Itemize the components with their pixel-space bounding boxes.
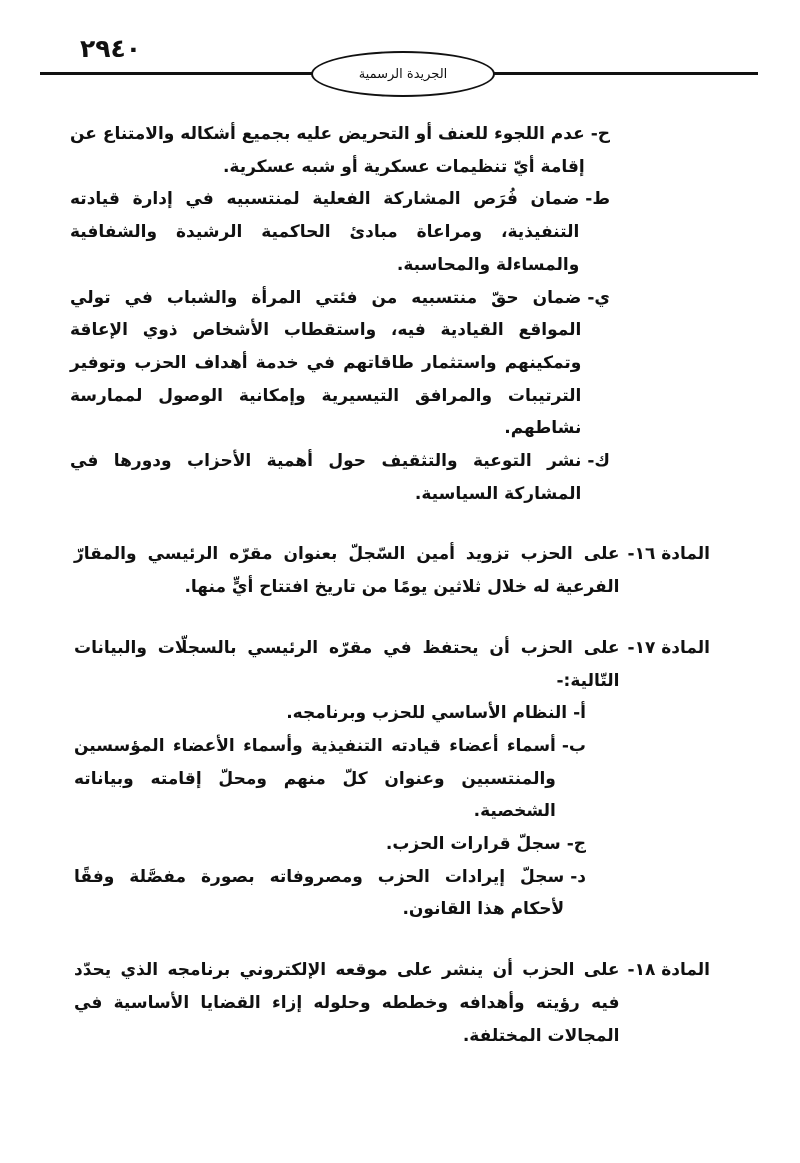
list-item bbox=[74, 697, 586, 730]
item-text: نشر التوعية والتثقيف حول أهمية الأحزاب ودورها في المشاركة السياسية. bbox=[70, 451, 582, 504]
item-text: سجلّ إيرادات الحزب ومصروفاته بصورة مفصَّلة وفقًا لأحكام هذا القانون. bbox=[74, 866, 565, 920]
item-text: سجلّ قرارات الحزب. bbox=[385, 834, 561, 855]
item-letter: أ- bbox=[573, 703, 586, 724]
item-letter: ح- bbox=[590, 124, 610, 144]
items-list-top bbox=[70, 118, 610, 510]
list-item bbox=[70, 445, 610, 510]
item-letter: ج- bbox=[566, 834, 586, 855]
article-label: المادة ١٦- bbox=[627, 544, 710, 565]
article-text: على الحزب أن ينشر على موقعه الإلكتروني برنامجه الذي يحدّد فيه رؤيته وأهدافه وخططه وحلوله إزاء القضايا الأساسية في المجالات المختلفة. bbox=[74, 960, 620, 1046]
item-letter: ط- bbox=[585, 189, 610, 210]
list-item bbox=[74, 861, 586, 926]
item-letter: ب- bbox=[561, 735, 586, 756]
article-text: على الحزب تزويد أمين السّجلّ بعنوان مقرّه الرئيسي والمقارّ الفرعية له خلال ثلاثين يومًا من تاريخ افتتاح أيٍّ منها. bbox=[74, 544, 620, 598]
article-18 bbox=[74, 954, 710, 1052]
header-title: الجريدة الرسمية bbox=[358, 66, 448, 82]
item-letter: ي- bbox=[587, 287, 610, 308]
item-text: أسماء أعضاء قيادته التنفيذية وأسماء الأعضاء المؤسسين والمنتسبين وعنوان كلّ منهم ومحلّ إقامته وبياناته الشخصية. bbox=[74, 735, 556, 822]
article-17 bbox=[74, 632, 710, 926]
item-text: ضمان فُرَص المشاركة الفعلية لمنتسبيه في إدارة قيادته التنفيذية، ومراعاة مبادئ الحاكمية الرشيدة والشفافية والمساءلة والمحاسبة. bbox=[70, 189, 580, 275]
article-17-items bbox=[74, 697, 586, 926]
list-item bbox=[74, 730, 586, 828]
list-item bbox=[74, 828, 586, 861]
article-label: المادة ١٧- bbox=[627, 637, 710, 658]
list-item bbox=[70, 183, 610, 281]
item-letter: د- bbox=[570, 866, 586, 887]
article-16 bbox=[74, 538, 710, 603]
page-number: ٢٩٤٠ bbox=[80, 34, 142, 63]
item-text: عدم اللجوء للعنف أو التحريض عليه بجميع أشكاله والامتناع عن إقامة أيّ تنظيمات عسكرية أو شبه عسكرية. bbox=[70, 124, 585, 177]
article-label: المادة ١٨- bbox=[627, 960, 710, 981]
item-text: ضمان حقّ منتسبيه من فئتي المرأة والشباب في تولي المواقع القيادية فيه، واستقطاب الأشخاص ذوي الإعاقة وتمكينهم واستثمار طاقاتهم في خدمة أهداف الحزب وتوفير الترتيبات والمرافق التيسيرية وإمكانية الوصول لممارسة نشاطهم. bbox=[70, 287, 582, 439]
list-item bbox=[70, 282, 610, 446]
item-text: النظام الأساسي للحزب وبرنامجه. bbox=[286, 703, 568, 724]
item-letter: ك- bbox=[587, 451, 610, 472]
header-oval bbox=[311, 51, 495, 97]
list-item bbox=[70, 118, 610, 183]
document-body bbox=[70, 118, 710, 1052]
article-text: على الحزب أن يحتفظ في مقرّه الرئيسي بالسجلّات والبيانات التّالية:- bbox=[74, 637, 620, 691]
